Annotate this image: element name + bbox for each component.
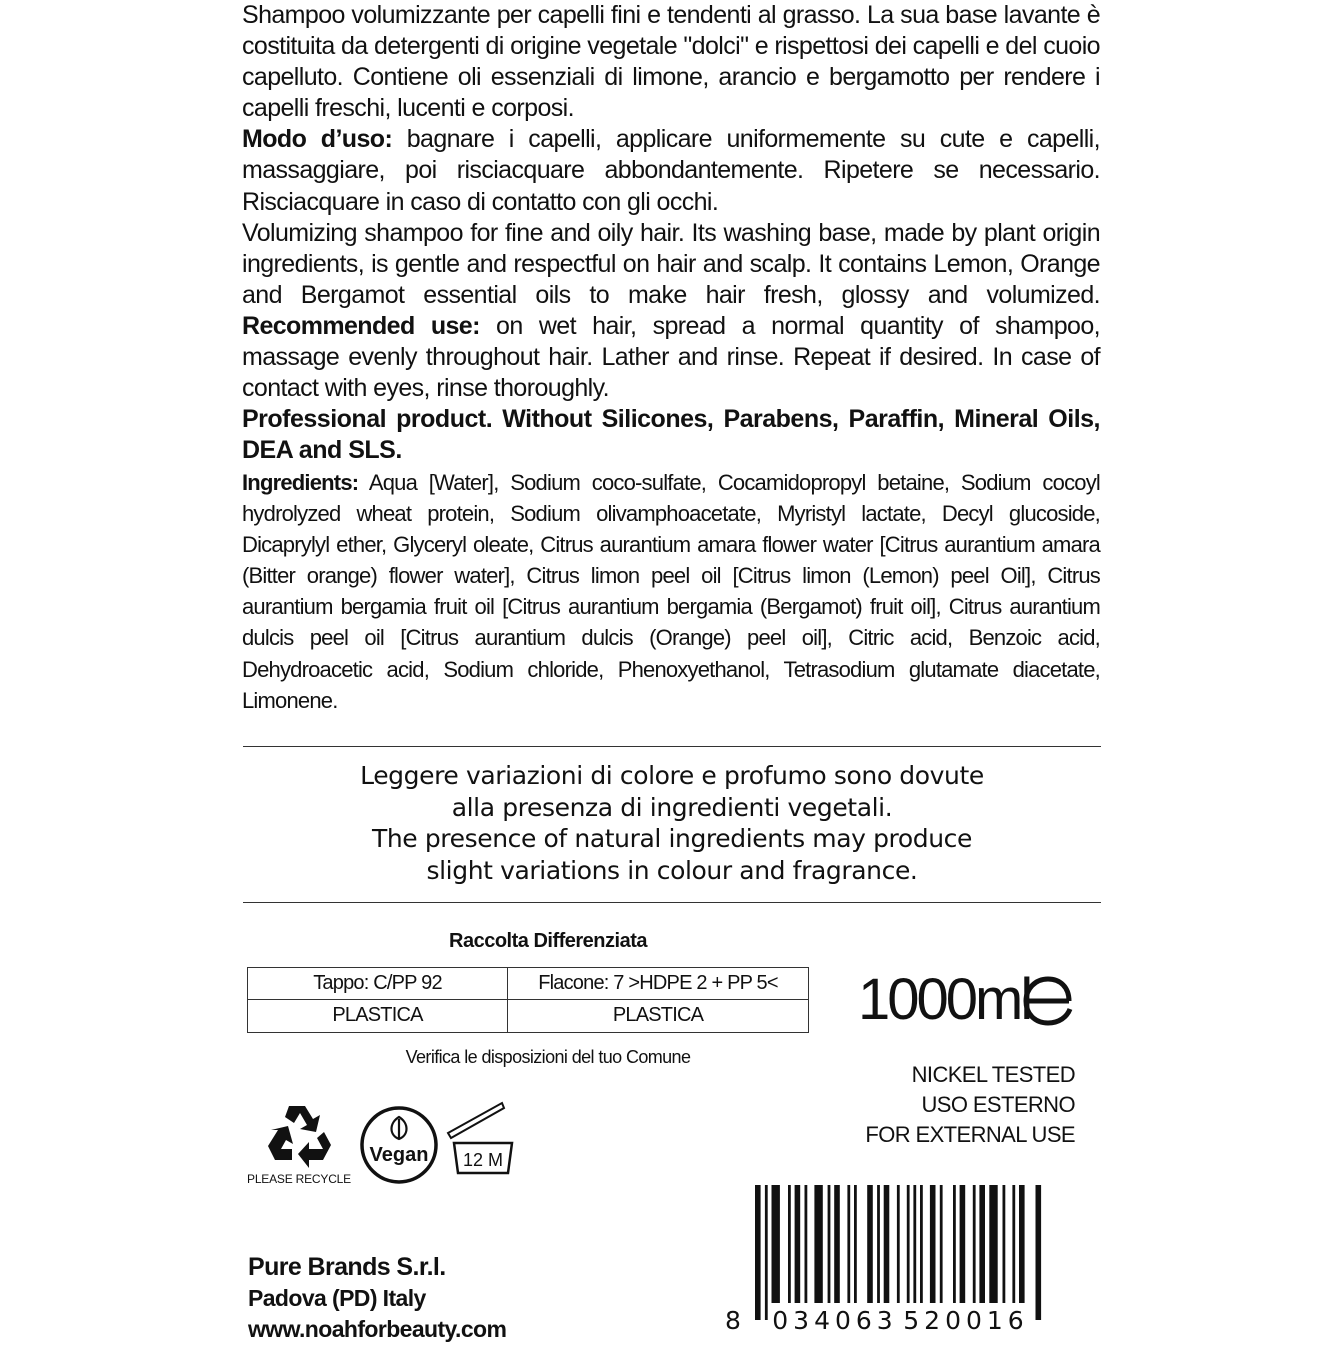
company-name: Pure Brands S.r.l. [248, 1253, 446, 1281]
barcode-bar [814, 1185, 822, 1303]
usage-text-italian: bagnare i capelli, applicare uniformemente su cute e capelli, massaggiare, poi risciacquare abbondantemente. Ripetere se necessario. Risciacquare in caso di contatto con gli occhi. [242, 125, 1100, 216]
barcode-bar [930, 1185, 936, 1303]
barcode-bar [867, 1185, 873, 1303]
product-description [242, 0, 1100, 466]
vegan-icon [359, 1105, 439, 1185]
barcode-bar [940, 1185, 943, 1303]
barcode-bar [913, 1185, 916, 1303]
barcode-left-group: 034063 [772, 1306, 898, 1335]
estimated-sign-icon [1019, 973, 1075, 1029]
open-jar-icon [446, 1099, 518, 1181]
barcode-bar [877, 1185, 880, 1303]
ingredients-label: Ingredients: [242, 470, 359, 495]
barcode-bar [953, 1185, 956, 1303]
barcode-bar [828, 1185, 831, 1303]
barcode-bar [979, 1185, 985, 1303]
divider-top [243, 746, 1101, 747]
barcode [725, 1185, 1055, 1335]
recycling-cell-bottle-material: PLASTICA [612, 1004, 704, 1026]
barcode-first-digit: 8 [725, 1306, 741, 1335]
ingredients-text: Aqua [Water], Sodium coco-sulfate, Cocamidopropyl betaine, Sodium cocoyl hydrolyzed wheat protein, Sodium olivamphoacetate, Myristyl lactate, Decyl glucoside, Dicaprylyl ether, Glyceryl oleate, Citrus aurantium amara flower water [Citrus aurantium amara (Bitter orange) flower water], Citrus limon peel oil [Citrus limon (Lemon) peel Oil], Citrus aurantium bergamia fruit oil [Citrus aurantium bergamia (Bergamot) fruit oil], Citrus aurantium dulcis peel oil [Citrus aurantium dulcis (Orange) peel oil], Citric acid, Benzoic acid, Dehydroacetic acid, Sodium chloride, Phenoxyethanol, Tetrasodium glutamate diacetate, Limonene. [242, 470, 1100, 713]
barcode-bar [755, 1185, 761, 1320]
barcode-bar [788, 1185, 791, 1303]
recycle-icon [264, 1102, 334, 1170]
recycling-table [247, 967, 809, 1033]
barcode-right-group: 520016 [903, 1306, 1029, 1335]
company-location: Padova (PD) Italy [248, 1285, 426, 1311]
professional-claim: Professional product. Without Silicones, Parabens, Paraffin, Mineral Oils, DEA and SLS. [242, 405, 1100, 465]
usage-label-italian: Modo d’uso: [242, 125, 393, 154]
recycling-title: Raccolta Differenziata [449, 930, 647, 952]
barcode-bar [795, 1185, 801, 1303]
usage-label-english: Recommended use: [242, 311, 480, 340]
barcode-bar [847, 1185, 850, 1303]
natural-variation-notice: Leggere variazioni di colore e profumo sono dovute alla presenza di ingredienti vegetali. The presence of natural ingredients may produce slight variations in colour and fragrance. [360, 761, 984, 885]
safety-info: NICKEL TESTED USO ESTERNO FOR EXTERNAL USE [865, 1062, 1075, 1147]
barcode-bar [973, 1185, 976, 1303]
description-italian: Shampoo volumizzante per capelli fini e tendenti al grasso. La sua base lavante è costituita da detergenti di origine vegetale "dolci" e rispettosi dei capelli e del cuoio capelluto. Contiene oli essenziali di limone, arancio e bergamotto per rendere i capelli freschi, lucenti e corposi. Modo d’uso: bagnare i capelli, applicare uniformemente su cute e capelli, massaggiare, poi risciacquare abbondantemente. Ripetere se necessario. Risciacquare in caso di contatto con gli occhi. [242, 1, 1100, 216]
barcode-bar [1003, 1185, 1006, 1303]
usage-text-english: on wet hair, spread a normal quantity of shampoo, massage evenly throughout hair. Lather and rinse. Repeat if desired. In case of contact with eyes, rinse thoroughly. [242, 311, 1100, 403]
barcode-bar [1012, 1185, 1015, 1303]
description-english: Volumizing shampoo for fine and oily hair. Its washing base, made by plant origin ingredients, is gentle and respectful on hair and scalp. It contains Lemon, Orange and Bergamot essential oils to make hair fresh, glossy and volumized. Recommended use: on wet hair, spread a normal quantity of shampoo, massage evenly throughout hair. Lather and rinse. Repeat if desired. In case of contact with eyes, rinse thoroughly. [242, 218, 1100, 403]
barcode-bar [765, 1185, 768, 1320]
barcode-bar [960, 1185, 966, 1303]
barcode-bars [755, 1185, 1041, 1320]
barcode-bar [884, 1185, 890, 1303]
barcode-bar [1036, 1185, 1042, 1320]
barcode-bar [772, 1185, 780, 1303]
recycling-cell-cap-material: PLASTICA [248, 1000, 508, 1032]
barcode-bar [897, 1185, 900, 1303]
barcode-bar [834, 1185, 840, 1303]
ingredients-list [242, 467, 1100, 716]
barcode-bar [805, 1185, 808, 1303]
recycle-label: PLEASE RECYCLE [247, 1172, 351, 1186]
barcode-bar [854, 1185, 857, 1303]
vegan-label: Vegan [369, 1144, 429, 1166]
barcode-bar [1019, 1185, 1025, 1303]
recycling-cell-bottle: Flacone: 7 >HDPE 2 + PP 5< [508, 968, 808, 1000]
company-website[interactable]: www.noahforbeauty.com [248, 1316, 507, 1342]
divider-bottom [243, 902, 1101, 903]
recycling-cell-cap: Tappo: C/PP 92 [248, 968, 508, 1000]
volume-label: 1000ml [858, 967, 1031, 1032]
pao-label: 12 M [462, 1150, 504, 1170]
recycling-note: Verifica le disposizioni del tuo Comune [405, 1047, 691, 1067]
barcode-bar [907, 1185, 910, 1303]
barcode-bar [920, 1185, 923, 1303]
barcode-bar [989, 1185, 997, 1303]
company-info [248, 1252, 506, 1345]
